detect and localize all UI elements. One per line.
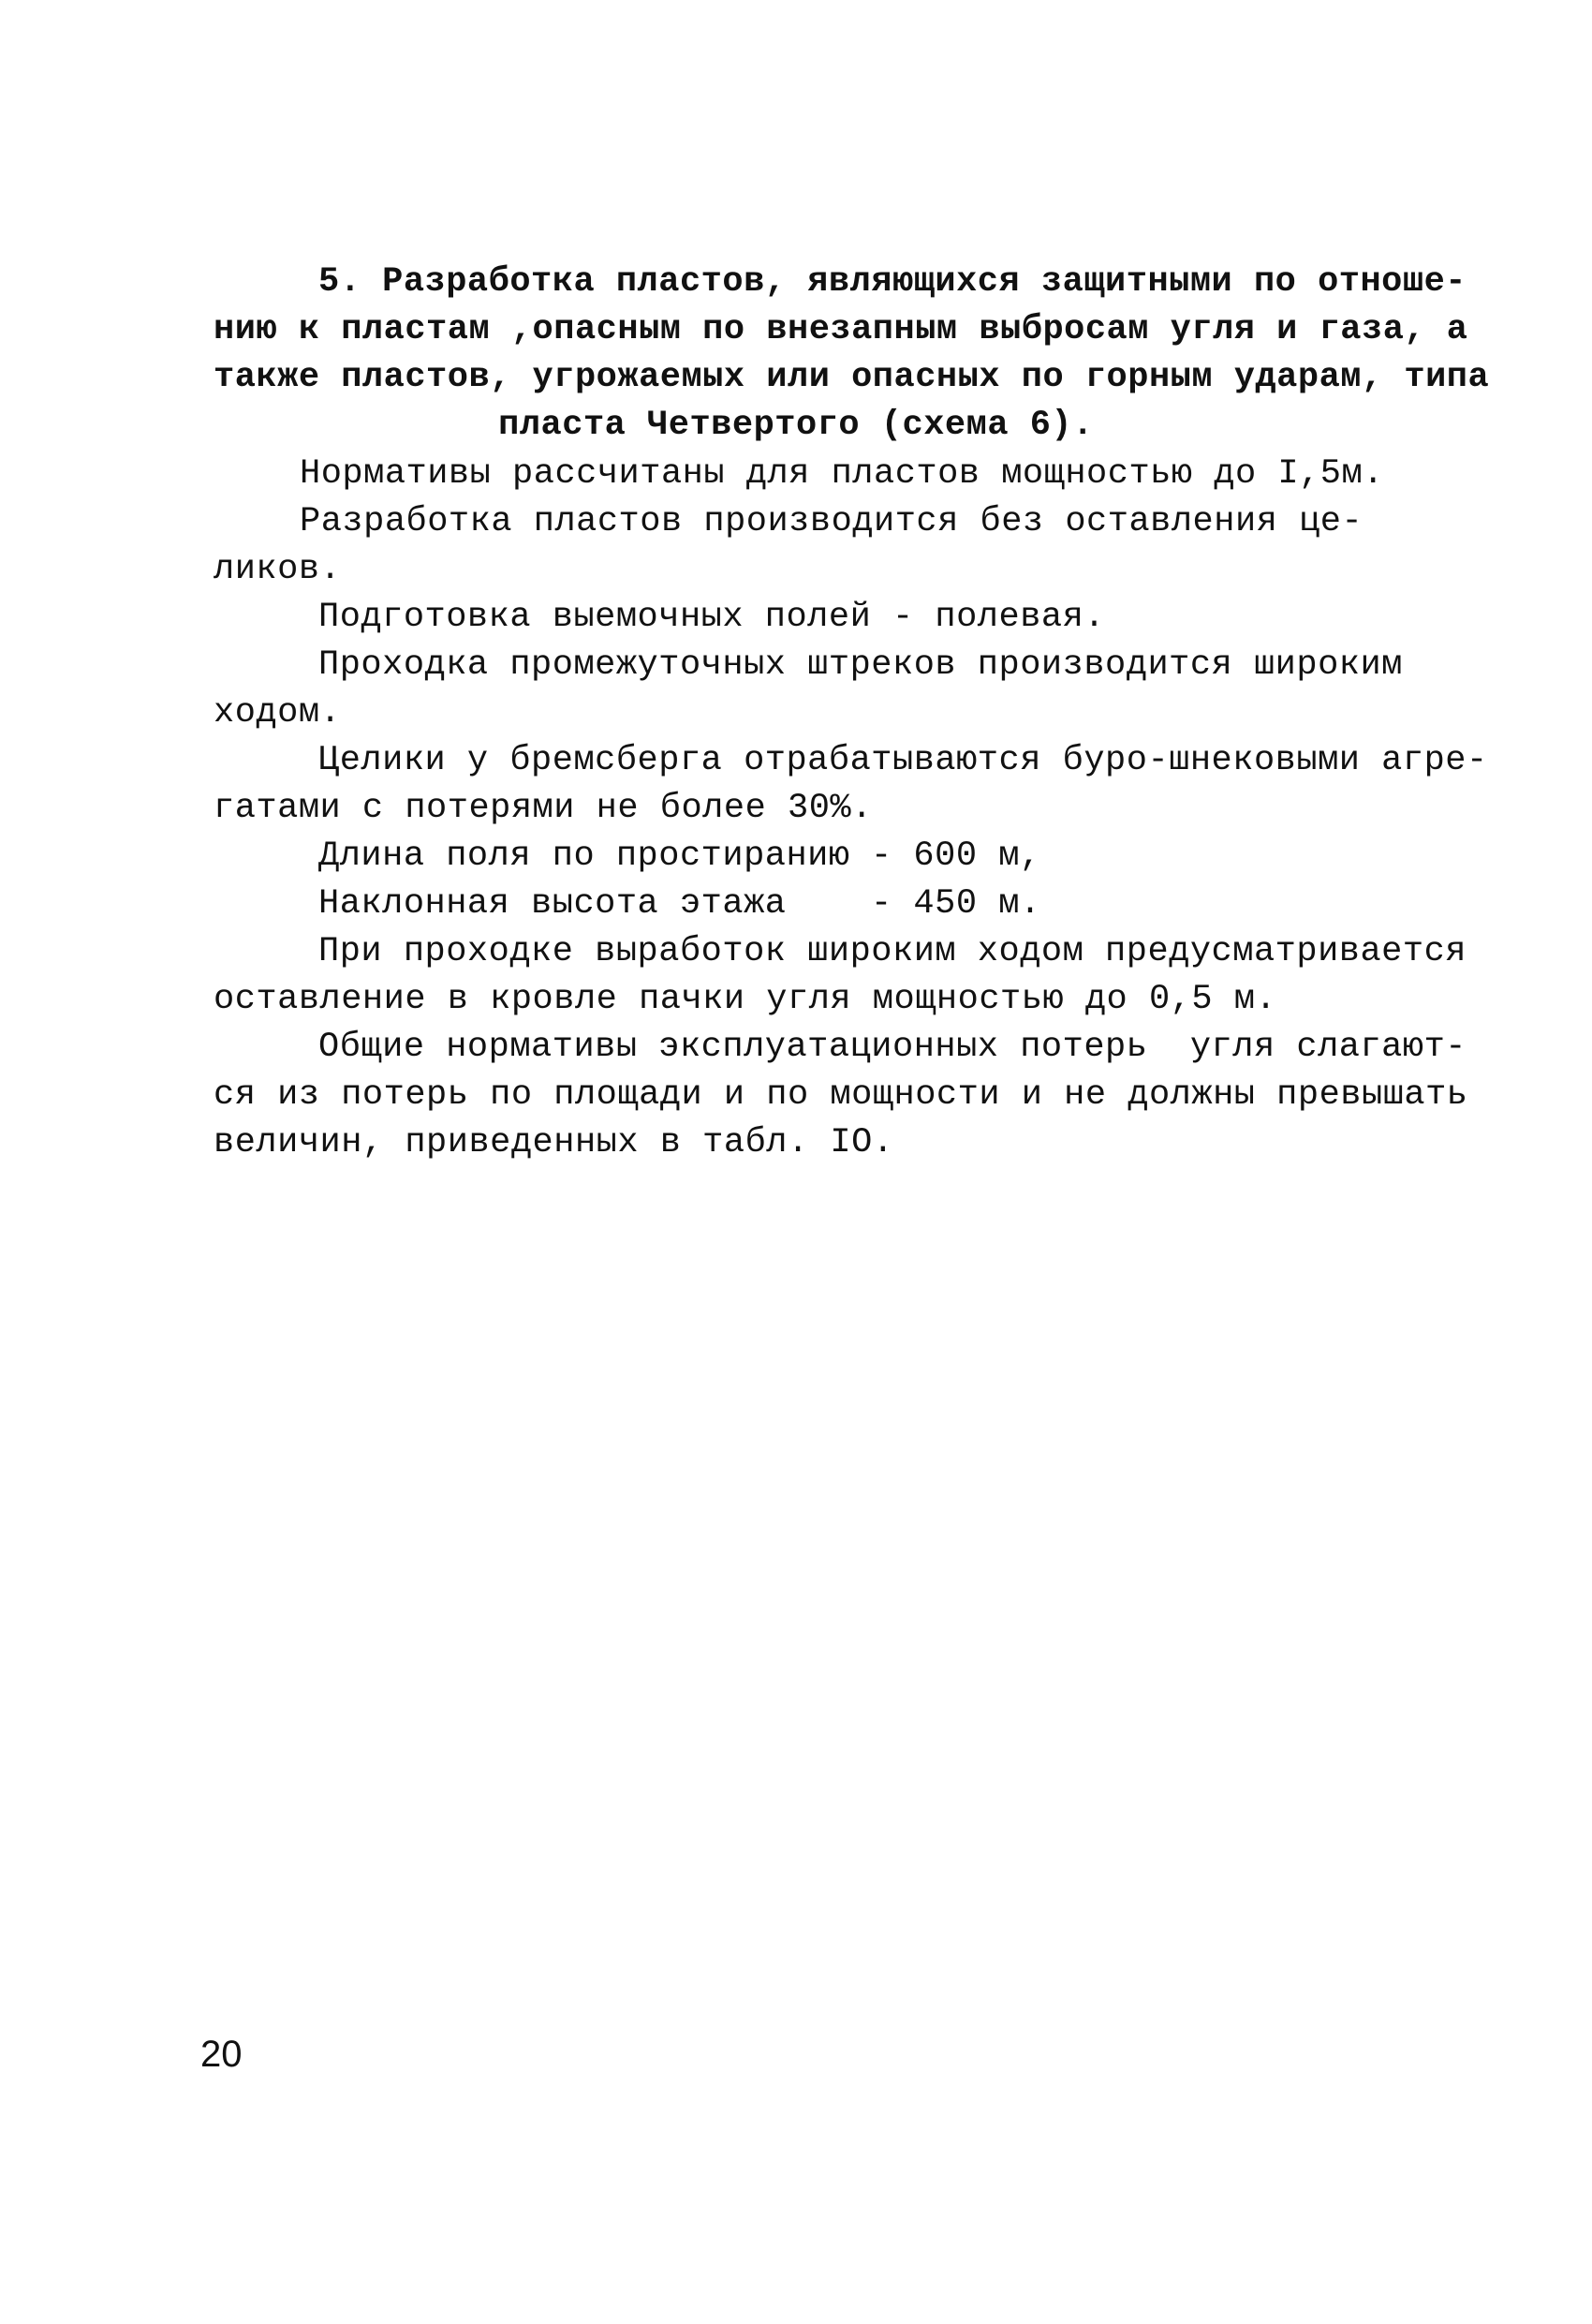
paragraph-pillars-line-2: гатами с потерями не более 30%.	[214, 789, 873, 828]
param-field-length-value: - 600 м,	[871, 836, 1041, 876]
param-field-length-label: Длина поля по простиранию	[318, 836, 850, 876]
paragraph-development-line-2: ликов.	[214, 550, 342, 589]
paragraph-losses-line-3: величин, приведенных в табл. IO.	[214, 1123, 894, 1162]
paragraph-drifting-line-1: Проходка промежуточных штреков производится широким	[318, 645, 1403, 685]
paragraph-wide-drive-line-2: оставление в кровле пачки угля мощностью до 0,5 м.	[214, 980, 1277, 1019]
paragraph-losses-line-1: Общие нормативы эксплуатационных потерь угля слагают-	[318, 1028, 1467, 1067]
section-heading-line-2: нию к пластам ,опасным по внезапным выбросам угля и газа, а	[214, 310, 1468, 349]
paragraph-losses-line-2: ся из потерь по площади и по мощности и не должны превышать	[214, 1075, 1468, 1115]
paragraph-norms: Нормативы рассчитаны для пластов мощностью до I,5м.	[300, 454, 1384, 494]
paragraph-preparation: Подготовка выемочных полей - полевая.	[318, 598, 1106, 637]
section-heading-line-3: также пластов, угрожаемых или опасных по горным ударам, типа	[214, 358, 1490, 397]
section-heading-line-1: 5. Разработка пластов, являющихся защитными по отноше-	[318, 262, 1467, 302]
paragraph-wide-drive-line-1: При проходке выработок широким ходом предусматривается	[318, 932, 1467, 971]
section-heading-line-4: пласта Четвертого (схема 6).	[498, 406, 1094, 445]
paragraph-drifting-line-2: ходом.	[214, 693, 342, 733]
param-floor-height-label: Наклонная высота этажа	[318, 884, 787, 924]
paragraph-development-line-1: Разработка пластов производится без оставления це-	[300, 502, 1364, 541]
paragraph-pillars-line-1: Целики у бремсберга отрабатываются буро-шнековыми агре-	[318, 741, 1488, 780]
param-floor-height-value: - 450 м.	[871, 884, 1041, 924]
page-number: 20	[200, 2034, 243, 2075]
